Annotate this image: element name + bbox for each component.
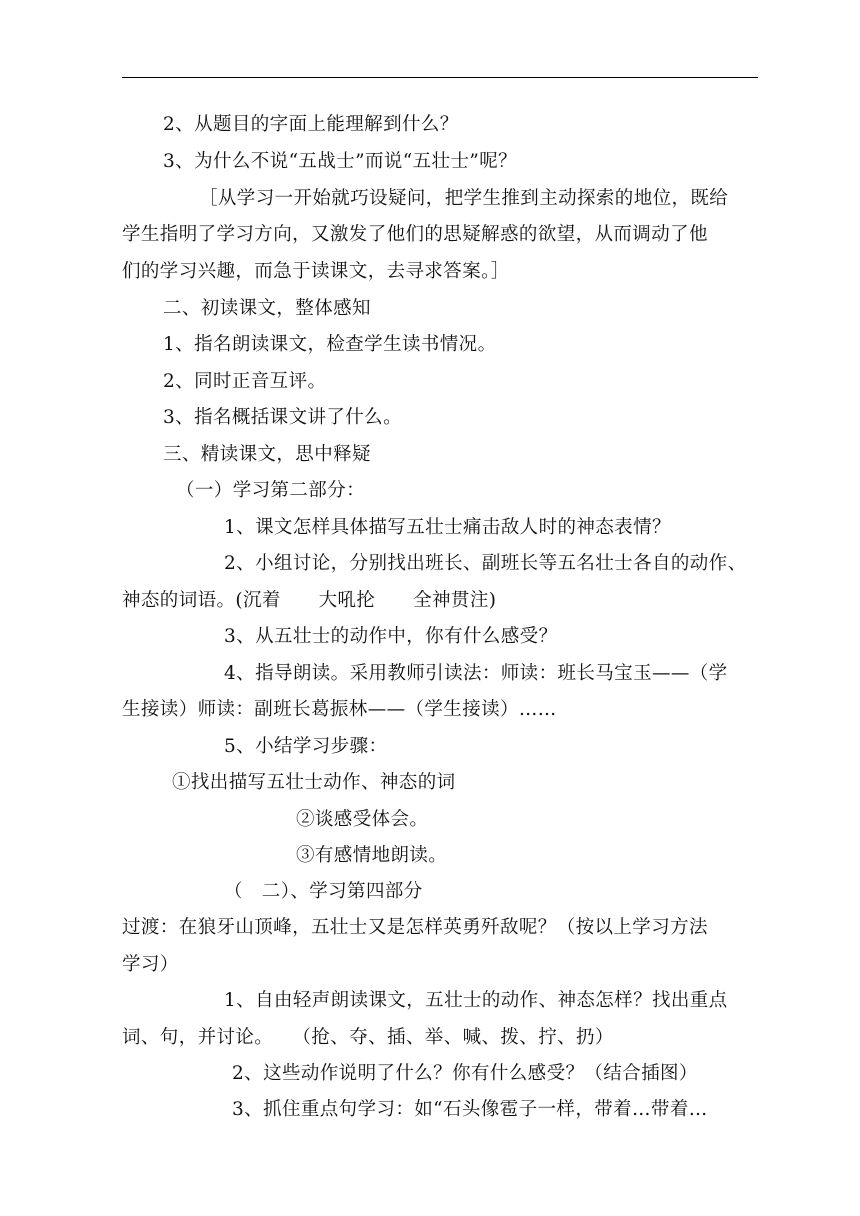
text-line: 3、从五壮士的动作中，你有什么感受？	[224, 626, 558, 647]
list-item: ①找出描写五壮士动作、神态的词	[172, 772, 456, 793]
text-line: 2、这些动作说明了什么？你有什么感受？（结合插图）	[232, 1063, 698, 1084]
text-line: 词、句，并讨论。 （抢、夺、插、举、喊、拨、拧、扔）	[122, 1027, 614, 1048]
text-line: 学生指明了学习方向，又激发了他们的思疑解惑的欲望，从而调动了他	[122, 224, 708, 245]
text-line: 5、小结学习步骤：	[224, 736, 388, 757]
list-item: ②谈感受体会。	[296, 809, 429, 830]
text-line: 3、为什么不说“五战士”而说“五壮士”呢？	[163, 151, 518, 172]
text-line: 1、自由轻声朗读课文，五壮士的动作、神态怎样？找出重点	[224, 990, 728, 1011]
text-line: 3、指名概括课文讲了什么。	[163, 407, 402, 428]
list-item: ③有感情地朗读。	[296, 845, 448, 866]
subsection-heading: （一）学习第二部分：	[176, 480, 366, 501]
text-line: 神态的词语。(沉着 大吼抡 全神贯注)	[122, 590, 497, 611]
section-heading: 二、初读课文，整体感知	[163, 298, 371, 319]
text-line: 1、课文怎样具体描写五壮士痛击敌人时的神态表情？	[224, 517, 671, 538]
text-line: 3、抓住重点句学习：如“石头像雹子一样，带着…带着…	[232, 1099, 708, 1120]
text-line: 过渡：在狼牙山顶峰，五壮士又是怎样英勇歼敌呢？（按以上学习方法	[122, 917, 708, 938]
subsection-heading: （ 二）、学习第四部分	[224, 881, 423, 902]
text-line: 生接读）师读：副班长葛振林——（学生接读）……	[122, 699, 557, 720]
header-rule	[122, 77, 758, 78]
text-line: 学习）	[122, 954, 179, 975]
text-line: 们的学习兴趣，而急于读课文，去寻求答案。］	[122, 261, 510, 282]
text-line: 2、小组讨论，分别找出班长、副班长等五名壮士各自的动作、	[224, 553, 747, 574]
section-heading: 三、精读课文，思中释疑	[163, 444, 371, 465]
text-line: ［从学习一开始就巧设疑问，把学生推到主动探索的地位，既给	[199, 188, 729, 209]
text-line: 2、同时正音互评。	[163, 371, 327, 392]
text-line: 2、从题目的字面上能理解到什么？	[163, 114, 459, 135]
text-line: 4、指导朗读。采用教师引读法：师读：班长马宝玉——（学	[224, 663, 728, 684]
text-line: 1、指名朗读课文，检查学生读书情况。	[163, 334, 497, 355]
